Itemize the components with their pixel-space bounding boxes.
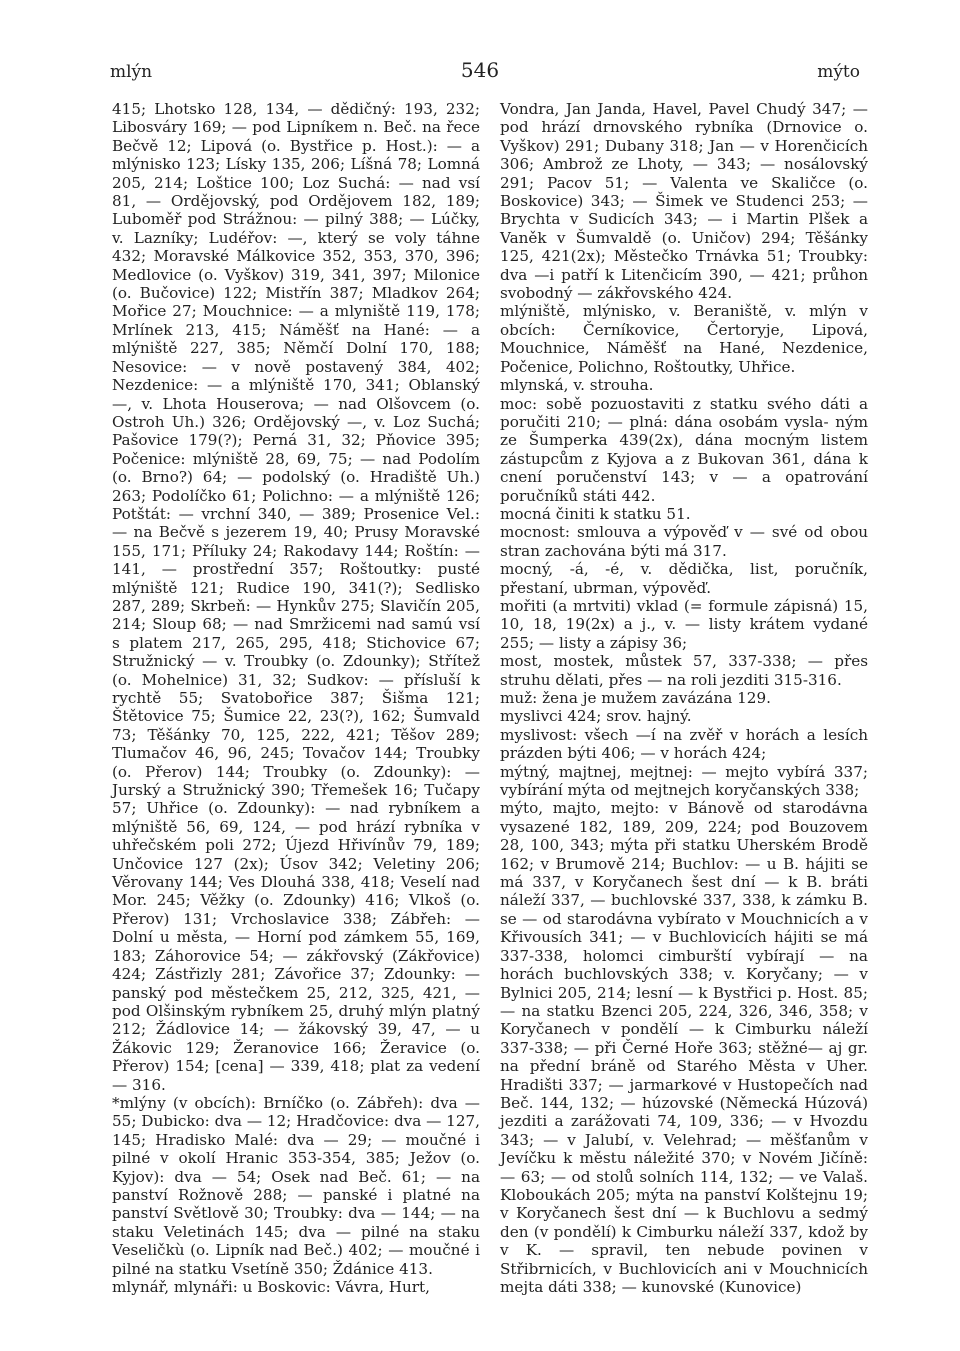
entry-paragraph: mlýniště, mlýnisko, v. Beraniště, v. mlýn v obcích: Černíkovice, Čertoryje, Lipová, Mouchnice, Náměšť na Hané, Nezdenice, Počenice, Polichno, Roštoutky, Uhřice. [500, 302, 868, 376]
entry-paragraph: myslivci 424; srov. hajný. [500, 707, 692, 726]
entry-paragraph: mlynská, v. strouha. [500, 376, 654, 395]
entry-paragraph: mocný, -á, -é, v. dědička, list, poručník, přestaní, ubrman, výpověď. [500, 560, 868, 597]
entry-paragraph: myslivost: všech —í na zvěř v horách a lesích prázden býti 406; — v horách 424; [500, 725, 868, 763]
page-number: 546 [460, 58, 500, 82]
entry-paragraph: 415; Lhotsko 128, 134, — dědičný: 193, 232; Libosváry 169; — pod Lipníkem n. Beč. na řece Bečvě 12; Lipová (o. Bystřice p. Host.): — a mlýnisko 123; Lísky 135, 206; Líšná 78; Lomná 205, 214; Loštice 100; Loz Suchá: — nad vsí 81, — Ordějovský, pod Ordějovem 182, 189; Luboměř pod Strážnou: — pilný 388; — Lúčky, v. Lazníky; Ludéřov: —, který se voly táhne 432; Moravské Málkovice 352, 353, 370, 396; Medlovice (o. Vyškov) 319, 341, 397; Milonice (o. Bučovice) 122; Mistřín 387; Mladkov 264; Mořice 27; Mouchnice: — a mlyniště 119, 178; Mrlínek 213, 415; Náměšť na Hané: — a mlýniště 227, 385; Němčí Dolní 170, 188; Nesovice: — v nově postavený 384, 402; Nezdenice: — a mlýniště 170, 341; Oblanský —, v. Lhota Houserova; — nad Olšovcem (o. Ostroh Uh.) 326; Ordějovský —, v. Loz Suchá; Pašovice 179(?); Perná 31, 32; Pňovice 395; Počenice: mlýniště 28, 69, 75; — nad Podolím (o. Brno?) 64; — podolský (o. Hradiště Uh.) 263; Podolíčko 61; Polichno: — a mlýniště 126; Potštát: — vrchní 340, — 389; Prosenice Vel.: — na Bečvě s jezerem 19, 40; Prusy Moravské 155, 171; Příluky 24; Rakodavy 144; Roštín: — 141, — prostřední 357; Roštoutky: pusté mlýniště 121; Rudice 190, 341(?); Sedlisko 287, 289; Skrbeň: — Hynkův 275; Slavičín 205, 214; Sloup 68; — nad Smržicemi nad samú vsí s platem 217, 265, 295, 418; Stichovice 67; Stružnický — v. Troubky (o. Zdounky); Střítež (o. Mohelnice) 31, 32; Sudkov: — přísluší k rychtě 55; Svatobořice 387; Šišma 121; Štětovice 75; Šumice 22, 23(?), 162; Šumvald 73; Těšánky 70, 125, 222, 421; Těšov 289; Tlumačov 46, 96, 245; Tovačov 144; Troubky (o. Přerov) 144; Troubky (o. Zdounky): — Jurský a Stružnický 390; Třemešek 16; Tučapy 57; Uhřice (o. Zdounky): — nad rybníkem a mlýniště 56, 69, 124, — pod hrází rybníka v uhřečském poli 272; Újezd Hřivínův 79, 189; Unčovice 127 (2x); Úsov 342; Veletiny 206; Věrovany 144; Ves Dlouhá 338, 418; Veselí nad Mor. 245; Věžky (o. Zdounky) 416; Vlkoš (o. Přerov) 131; Vrchoslavice 338; Zábřeh: — Dolní u města, — Horní pod zámkem 55, 169, 183; Záhorovice 54; — zákřovský (Zákřovice) 424; Zástřizly 281; Závořice 37; Zdounky: — panský pod městečkem 25, 212, 325, 421, — pod Olšinským rybníkem 25, druhý mlýn platný 212; Žádlovice 14; — žákovský 39, 47, — u Žákovic 129; Žeranovice 166; Žeravice (o. Přerov) 154; [cena] — 339, 418; plat za vedení — 316. [112, 100, 480, 1094]
entry-paragraph: mořiti (a mrtviti) vklad (= formule zápisná) 15, 10, 18, 19(2x) a j., v. — listy krátem vydané 255; — listy a zápisy 36; [500, 596, 868, 652]
entry-paragraph: moc: sobě pozuostaviti z statku svého dáti a poručiti 210; — plná: dána osobám vysla- ným ze Šumperka 439(2x), dána mocným listem zástupcům z Kyjova a z Bukovan 361, dána k cnení poručenství 143; v — a opatrování poručníků státi 442. [500, 394, 868, 505]
right-column [500, 100, 868, 1296]
entry-paragraph: mlynář, mlynáři: u Boskovic: Vávra, Hurt, [112, 1278, 430, 1296]
entry-paragraph: Vondra, Jan Janda, Havel, Pavel Chudý 347; — pod hrází drnovského rybníka (Drnovice o. Vyškov) 291; Dubany 318; Jan — v Horenčicích 306; Ambrož ze Lhoty, — 343; — nosálovský 291; Pacov 51; — Valenta ve Skaličce (o. Boskovice) 343; — Šimek ve Studenci 253; — Brychta v Sudicích 343; — i Martin Plšek a Vaněk v Šumvaldě (o. Uničov) 294; Těšánky 125, 421(2x); Městečko Trnávka 51; Troubky: dva —i patří k Litenčicím 390, — 421; průhon svobodný — zákřovského 424. [500, 100, 868, 303]
left-column [112, 100, 480, 1296]
running-head-right: mýto [817, 62, 860, 82]
entry-paragraph: mocná činiti k statku 51. [500, 504, 691, 523]
entry-paragraph: mocnost: smlouva a výpověď v — své od obou stran zachována býti má 317. [500, 523, 868, 560]
entry-paragraph: *mlýny (v obcích): Brníčko (o. Zábřeh): dva — 55; Dubicko: dva — 12; Hradčovice: dva — 127, 145; Hradisko Malé: dva — 29; — moučné i pilné v okolí Hranic 353-354, 385; Ježov (o. Kyjov): dva — 54; Osek nad Beč. 61; — na panství Rožnově 288; — panské i platné na panství Světlově 30; Troubky: dva — 144; — na staku Veletinách 145; dva — pilné na staku Veseličkù (o. Lipník nad Beč.) 402; — moučné i pilné na statku Vsetíně 350; Ždánice 413. [112, 1093, 480, 1278]
entry-paragraph: mýto, majto, mejto: v Bánově od starodávna vysazené 182, 189, 209, 224; pod Bouzovem 28, 100, 343; mýta při statku Uherském Brodě 162; v Brumově 214; Buchlov: — u B. hájiti se má 337, v Koryčanech šest dní — k B. bráti náleží 337, — buchlovské 337, 338, k zámku B. se — od starodávna vybírato v Mouchnicích a v Křivousích 341; — v Buchlovicích hájiti se má 337-338, holomci cimburští vybírají — na horách buchlovských 338; v. Koryčany; — v Bylnici 205, 214; lesní — k Bystřici p. Host. 85; — na statku Bzenci 205, 224, 326, 346, 358; v Koryčanech v pondělí — k Cimburku náleží 337-338; — při Černé Hoře 363; stěžné— aj gr. na přední bráně od Starého Města v Uher. Hradišti 337; — jarmarkové v Hustopečích nad Beč. 144, 132; — húzovské (Německá Húzová) jezditi a zarážovati 74, 109, 336; — v Hvozdu 343; — v Jalubí, v. Velehrad; — měšťanům v Jevíčku k městu náležité 370; v Novém Jičíně: — 63; — od stolů solních 114, 132; — ve Valaš. Kloboukách 205; mýta na panství Kolštejnu 19; v Koryčanech šest dní — k Buchlovu a sedmý den (v pondělí) k Cimburku náleží 337, kdož by v K. — spravil, ten nebude povinen v Střibrnicích, v Buchlovicích ani v Mouchnicích mejta dáti 338; — kunovské (Kunovice) [500, 799, 868, 1296]
entry-paragraph: muž: žena je mužem zavázána 129. [500, 689, 771, 707]
entry-paragraph: most, mostek, můstek 57, 337-338; — přes struhu dělati, přes — na roli jezditi 315-316. [500, 652, 868, 689]
running-head-left: mlýn [110, 62, 153, 82]
entry-paragraph: mýtný, majtnej, mejtnej: — mejto vybírá 337; vybírání mýta od mejtnejch koryčanských 338; [500, 762, 868, 800]
